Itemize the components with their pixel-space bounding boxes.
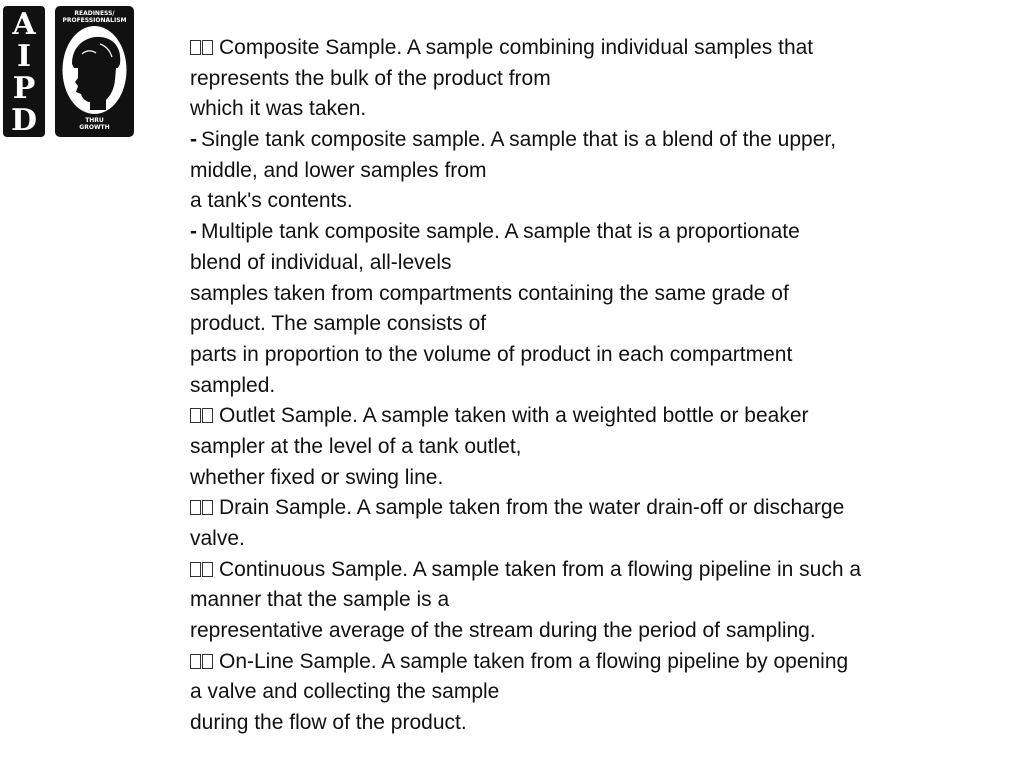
text-line [190, 340, 990, 371]
line-text: On-Line Sample. A sample taken from a flowing pipeline by opening [219, 649, 849, 673]
dash-bullet: - [190, 220, 197, 244]
logo-letter-d: D [10, 103, 37, 138]
soldier-badge [55, 6, 134, 137]
line-text: product. The sample consists of [190, 312, 487, 336]
badge-bottom-text [55, 117, 134, 131]
line-text: Outlet Sample. A sample taken with a weighted bottle or beaker [219, 404, 809, 428]
missing-glyph-bullet-icon [190, 401, 214, 432]
line-text: representative average of the stream during the period of sampling. [190, 619, 816, 643]
dash-bullet: - [190, 128, 197, 152]
text-line [190, 524, 990, 555]
badge-bottom-line-1: THRU [85, 117, 104, 124]
text-line [190, 186, 990, 217]
line-text: which it was taken. [190, 97, 367, 121]
text-line [190, 64, 990, 95]
missing-glyph-box-icon [190, 40, 201, 55]
logo-letter-p: P [12, 71, 36, 106]
text-line [190, 248, 990, 279]
line-text: blend of individual, all-levels [190, 250, 452, 274]
missing-glyph-box-icon [202, 408, 213, 423]
missing-glyph-bullet-icon [190, 493, 214, 524]
text-line [190, 432, 990, 463]
text-line [190, 94, 990, 125]
missing-glyph-box-icon [190, 562, 201, 577]
missing-glyph-box-icon [190, 500, 201, 515]
text-line [190, 33, 990, 64]
line-text: represents the bulk of the product from [190, 66, 551, 90]
line-text: Multiple tank composite sample. A sample that is a proportionate [201, 220, 800, 244]
missing-glyph-box-icon [202, 654, 213, 669]
line-text: sampler at the level of a tank outlet, [190, 434, 522, 458]
line-text: manner that the sample is a [190, 588, 450, 612]
aipd-logo [3, 6, 134, 137]
line-text: Drain Sample. A sample taken from the water drain-off or discharge [219, 496, 845, 520]
line-text: a tank's contents. [190, 189, 353, 213]
line-text: middle, and lower samples from [190, 158, 487, 182]
missing-glyph-box-icon [190, 654, 201, 669]
missing-glyph-box-icon [202, 40, 213, 55]
badge-bottom-line-2: GROWTH [79, 124, 110, 131]
line-text: sampled. [190, 373, 276, 397]
text-line [190, 125, 990, 156]
text-line [190, 493, 990, 524]
soldier-head-icon [60, 24, 129, 116]
line-text: parts in proportion to the volume of product in each compartment [190, 342, 793, 366]
text-line [190, 309, 990, 340]
text-line [190, 616, 990, 647]
text-line [190, 401, 990, 432]
line-text: during the flow of the product. [190, 711, 467, 735]
text-line [190, 371, 990, 402]
document-body [190, 33, 990, 739]
line-text: valve. [190, 527, 245, 550]
line-text: samples taken from compartments containing the same grade of [190, 281, 789, 305]
text-line [190, 217, 990, 248]
badge-top-text [55, 10, 134, 24]
text-line [190, 585, 990, 616]
text-line [190, 677, 990, 708]
line-text: Single tank composite sample. A sample that is a blend of the upper, [201, 128, 837, 152]
missing-glyph-box-icon [202, 562, 213, 577]
line-text: a valve and collecting the sample [190, 680, 500, 704]
text-line [190, 156, 990, 187]
text-line [190, 647, 990, 678]
missing-glyph-box-icon [190, 408, 201, 423]
line-text: whether fixed or swing line. [190, 465, 444, 489]
badge-top-line-1: READINESS/ [74, 10, 115, 17]
text-line [190, 463, 990, 494]
missing-glyph-bullet-icon [190, 647, 214, 678]
missing-glyph-bullet-icon [190, 33, 214, 64]
logo-letter-a: A [12, 7, 36, 42]
missing-glyph-box-icon [202, 500, 213, 515]
line-text: Continuous Sample. A sample taken from a flowing pipeline in such a [219, 557, 862, 581]
aipd-letters-panel [3, 6, 45, 137]
line-text: Composite Sample. A sample combining individual samples that [219, 36, 814, 59]
text-line [190, 555, 990, 586]
badge-top-line-2: PROFESSIONALISM [62, 17, 127, 24]
text-line [190, 279, 990, 310]
missing-glyph-bullet-icon [190, 555, 214, 586]
text-line [190, 708, 990, 739]
logo-letter-i: I [16, 39, 32, 74]
